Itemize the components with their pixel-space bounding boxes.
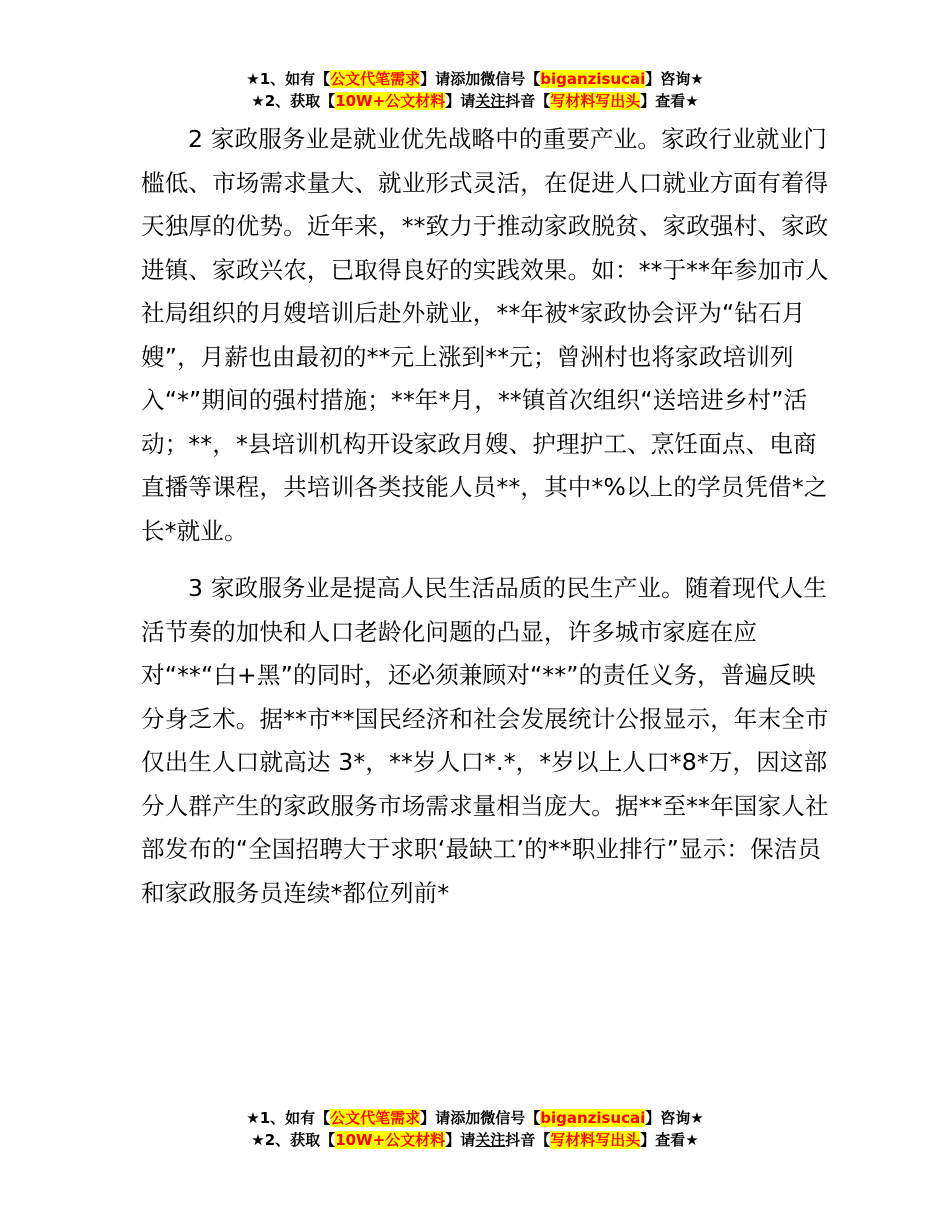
banner-text: 】查看★	[640, 92, 699, 110]
highlight-service: 公文代笔需求	[330, 70, 421, 88]
highlight-wechat-id: biganzisucai	[540, 1109, 646, 1127]
banner-line-1	[0, 1107, 950, 1129]
document-body	[141, 118, 831, 915]
banner-line-1	[0, 68, 950, 90]
highlight-materials: 10W+公文材料	[335, 92, 446, 110]
banner-text: ★2、获取【	[251, 92, 336, 110]
banner-text: 微信号【	[480, 70, 541, 88]
header-banner	[0, 68, 950, 112]
banner-text: 】咨询★	[645, 70, 704, 88]
banner-emphasis: 添加	[450, 1109, 481, 1127]
highlight-douyin-account: 写材料写出头	[550, 92, 641, 110]
banner-text: ★1、如有【	[246, 70, 331, 88]
banner-text: 】请	[445, 92, 476, 110]
banner-text: ★2、获取【	[251, 1131, 336, 1149]
banner-text: 抖音【	[505, 92, 551, 110]
banner-line-2	[0, 1129, 950, 1151]
highlight-materials: 10W+公文材料	[335, 1131, 446, 1149]
banner-text: 】请	[420, 70, 451, 88]
banner-emphasis: 添加	[450, 70, 481, 88]
banner-emphasis: 关注	[475, 1131, 506, 1149]
highlight-douyin-account: 写材料写出头	[550, 1131, 641, 1149]
paragraph-livelihood: 3 家政服务业是提高人民生活品质的民生产业。随着现代人生活节奏的加快和人口老龄化问题的凸显，许多城市家庭在应对“**“白+黑”的同时，还必须兼顾对“**”的责任义务，普遍反映分身乏术。据**市**国民经济和社会发展统计公报显示，年末全市仅出生人口就高达 3*，**岁人口*.*，*岁以上人口*8*万，因这部分人群产生的家政服务市场需求量相当庞大。据**至**年国家人社部发布的“全国招聘大于求职‘最缺工’的**职业排行”显示：保洁员和家政服务员连续*都位列前*	[141, 574, 829, 907]
banner-text: 微信号【	[480, 1109, 541, 1127]
footer-banner	[0, 1107, 950, 1151]
banner-emphasis: 关注	[475, 92, 506, 110]
banner-line-2	[0, 90, 950, 112]
banner-text: 】请	[420, 1109, 451, 1127]
highlight-wechat-id: biganzisucai	[540, 70, 646, 88]
highlight-service: 公文代笔需求	[330, 1109, 421, 1127]
paragraph-employment: 2 家政服务业是就业优先战略中的重要产业。家政行业就业门槛低、市场需求量大、就业形式灵活，在促进人口就业方面有着得天独厚的优势。近年来，**致力于推动家政脱贫、家政强村、家政进镇、家政兴农，已取得良好的实践效果。如：**于**年参加市人社局组织的月嫂培训后赴外就业，**年被*家政协会评为“钻石月嫂”，月薪也由最初的**元上涨到**元；曾洲村也将家政培训列入“*”期间的强村措施；**年*月，**镇首次组织“送培进乡村”活动；**，*县培训机构开设家政月嫂、护理护工、烹饪面点、电商直播等课程，共培训各类技能人员**，其中*%以上的学员凭借*之长*就业。	[141, 125, 829, 545]
banner-text: 抖音【	[505, 1131, 551, 1149]
banner-text: 】查看★	[640, 1131, 699, 1149]
banner-text: ★1、如有【	[246, 1109, 331, 1127]
banner-text: 】咨询★	[645, 1109, 704, 1127]
banner-text: 】请	[445, 1131, 476, 1149]
